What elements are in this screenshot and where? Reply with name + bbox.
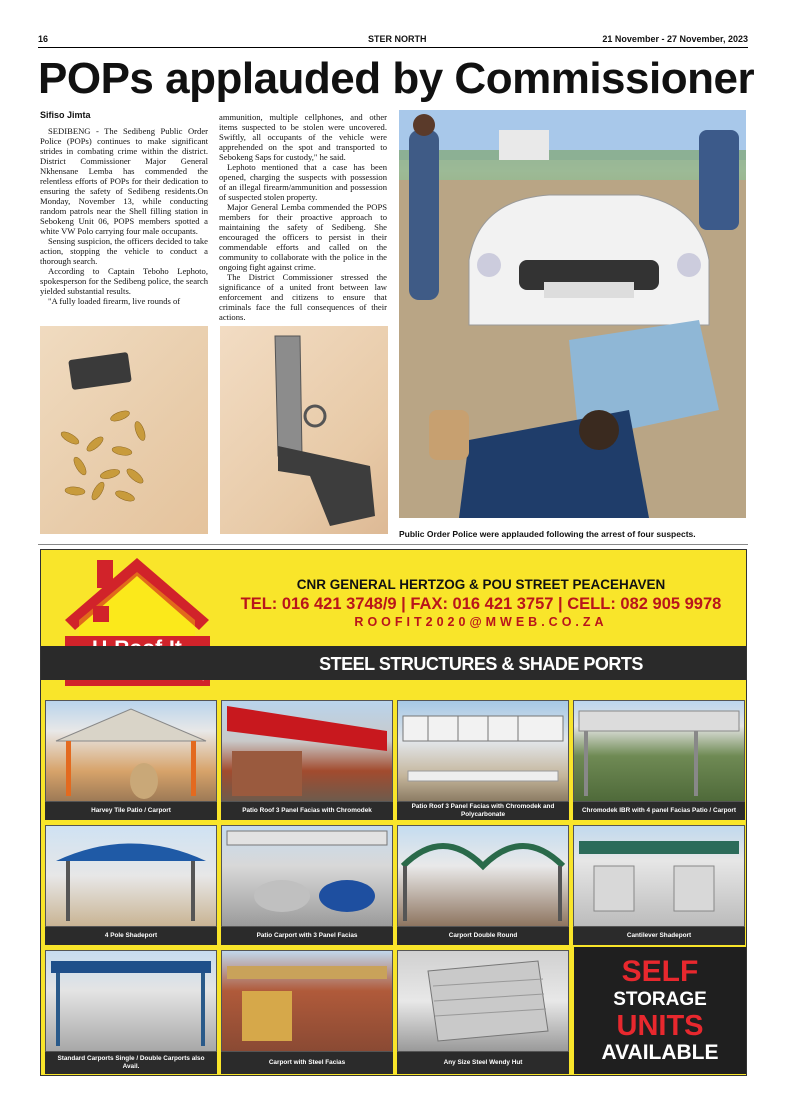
product-label: Standard Carports Single / Double Carports also Avail.: [45, 1052, 217, 1074]
article-column-1: [40, 126, 208, 306]
self-storage-line: AVAILABLE: [601, 1041, 719, 1064]
section-divider: [38, 544, 748, 545]
article-headline: POPs applauded by Commissioner: [38, 54, 755, 103]
product-image: [45, 700, 217, 802]
article-paragraph: SEDIBENG - The Sedibeng Public Order Police (POPs) continues to make significant strides in combating crime within the district. District Commissioner Major General Nkhensane Lemba has commended the relentless efforts of POPs for their dedication to ensuring the safety of Sedibeng residents.On Monday, November 13, while conducting random patrols near the Shell filling station in Sebokeng Unit 06, POPS members spotted a white VW Polo carrying four male occupants.: [40, 126, 208, 236]
issue-date: 21 November - 27 November, 2023: [602, 34, 748, 44]
product-label: Patio Carport with 3 Panel Facias: [221, 927, 393, 945]
article-paragraph: Lephoto mentioned that a case has been opened, charging the suspects with possession of an illegal firearm/ammunition and possession of suspected stolen property.: [219, 162, 387, 202]
self-storage-banner: [574, 947, 746, 1074]
product-image: [45, 950, 217, 1052]
article-paragraph: Major General Lemba commended the POPS members for their proactive approach to maintaining the safety of Sedibeng. She encouraged the officers to persist in their commendable efforts and called on the community to collaborate with the police in the ongoing fight against crime.: [219, 202, 387, 272]
article-paragraph: ammunition, multiple cellphones, and other items suspected to be stolen were uncovered. Swiftly, all occupants of the vehicle were apprehended on the spot and transported to Sebokeng Saps for custody," he said.: [219, 112, 387, 162]
publication-name: STER NORTH: [368, 34, 427, 44]
ad-band-title: STEEL STRUCTURES & SHADE PORTS: [319, 654, 643, 674]
photo-caption: Public Order Police were applauded following the arrest of four suspects.: [399, 529, 696, 539]
product-label: Cantilever Shadeport: [573, 927, 745, 945]
product-label: Chromodek IBR with 4 panel Facias Patio / Carport: [573, 802, 745, 820]
article-paragraph: According to Captain Teboho Lephoto, spokesperson for the Sedibeng police, the search yielded substantial results.: [40, 266, 208, 296]
product-label: 4 Pole Shadeport: [45, 927, 217, 945]
page-header: [38, 34, 748, 48]
firearm-photo: [220, 326, 388, 534]
self-storage-line: UNITS: [616, 1010, 704, 1042]
product-image: [573, 825, 745, 927]
product-image: [221, 950, 393, 1052]
product-image: [397, 950, 569, 1052]
ad-email: ROOFIT2020@MWEB.CO.ZA: [354, 615, 608, 629]
product-image: [397, 700, 569, 802]
self-storage-line: SELF: [621, 955, 699, 988]
product-label: Carport with Steel Facias: [221, 1052, 393, 1074]
page-number: 16: [38, 34, 49, 44]
article-paragraph: "A fully loaded firearm, live rounds of: [48, 296, 181, 306]
article-byline: Sifiso Jimta: [40, 110, 91, 120]
product-label: Patio Roof 3 Panel Facias with Chromodek: [221, 802, 393, 820]
arrest-scene-photo: [399, 110, 746, 518]
self-storage-line: STORAGE: [613, 989, 707, 1010]
u-roof-it-advertisement: [40, 549, 747, 1076]
product-image: [397, 825, 569, 927]
product-label: Harvey Tile Patio / Carport: [45, 802, 217, 820]
product-label: Patio Roof 3 Panel Facias with Chromodek and Polycarbonate: [397, 802, 569, 820]
ad-contact-numbers: TEL: 016 421 3748/9 | FAX: 016 421 3757 | CELL: 082 905 9978: [240, 595, 722, 613]
product-image: [221, 825, 393, 927]
article-paragraph: Sensing suspicion, the officers decided to take action, stopping the vehicle to conduct a thorough search.: [40, 236, 208, 266]
article-column-2: [219, 112, 387, 322]
product-image: [573, 700, 745, 802]
ad-address: CNR GENERAL HERTZOG & POU STREET PEACEHAVEN: [296, 577, 666, 592]
product-image: [45, 825, 217, 927]
product-label: Any Size Steel Wendy Hut: [397, 1052, 569, 1074]
product-label: Carport Double Round: [397, 927, 569, 945]
article-paragraph: The District Commissioner stressed the significance of a united front between law enforcement and citizens to ensure that criminals face the full consequences of their actions.: [219, 272, 387, 322]
ammunition-photo: [40, 326, 208, 534]
product-image: [221, 700, 393, 802]
